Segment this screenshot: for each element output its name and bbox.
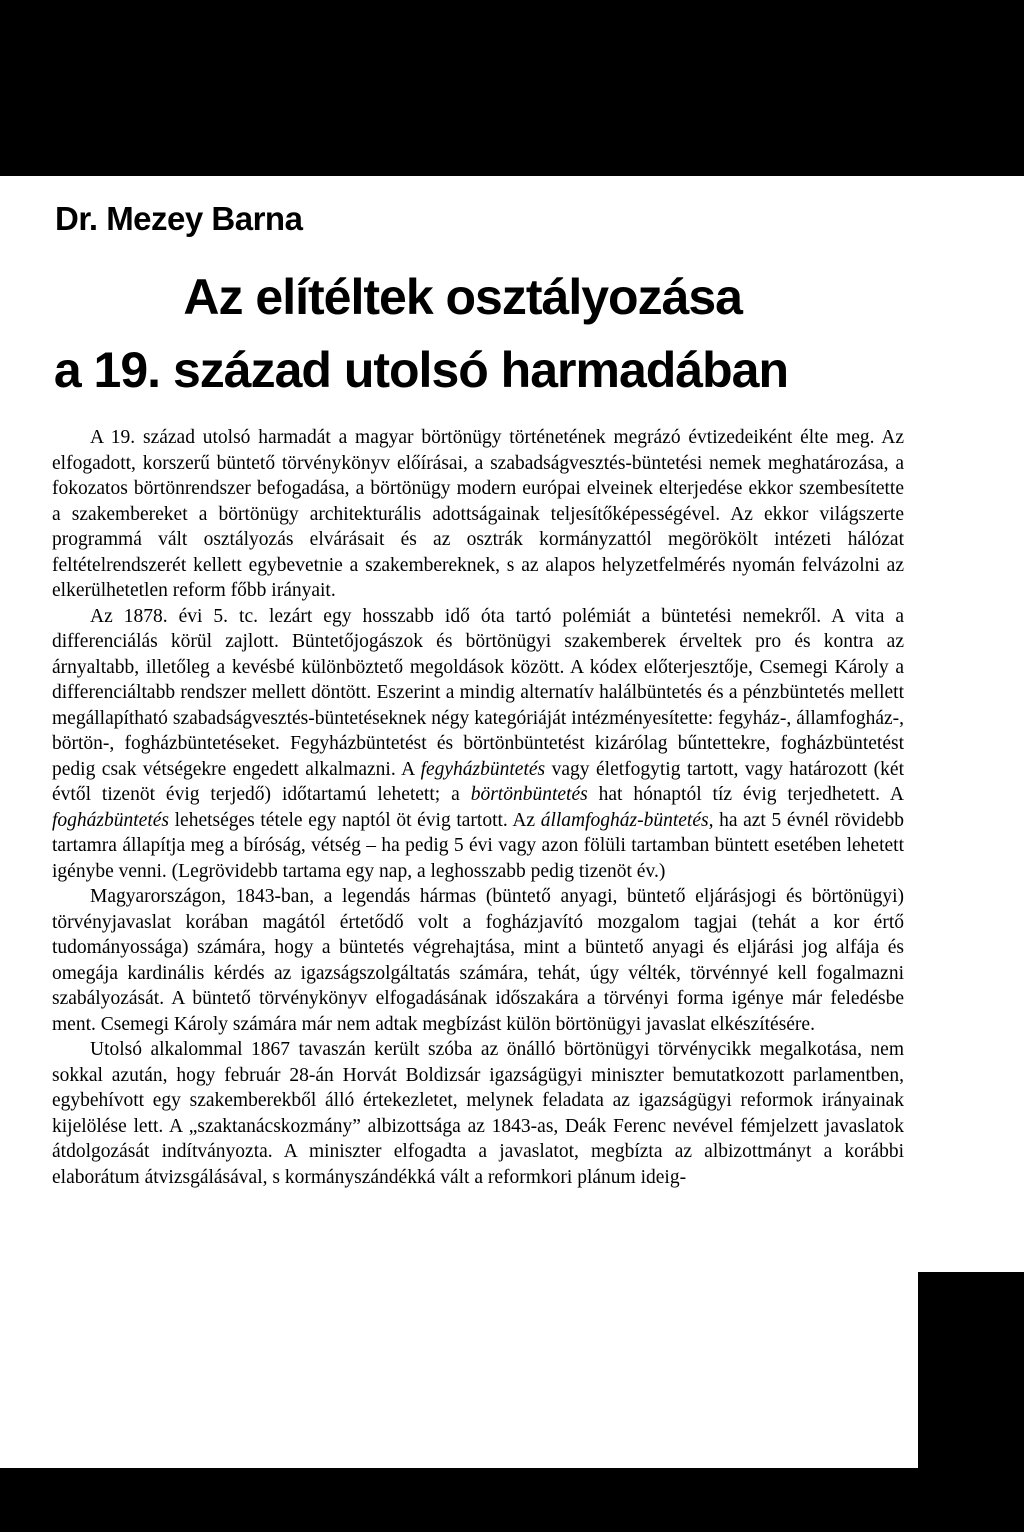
article-title-line-1: Az elítéltek osztályozása [183, 269, 742, 325]
article-body [52, 425, 904, 1190]
paragraph-4: Utolsó alkalommal 1867 tavaszán került szóba az önálló börtönügyi törvénycikk megalkotása, nem sokkal azután, hogy február 28-án Horvát Boldizsár igazságügyi miniszter bemutatkozott parlamentben, egybehívott egy szakemberekből álló értekezletet, melynek feladata az igazságügyi reformok irányainak kijelölése lett. A „szaktanácskozmány” albizottsága az 1843-as, Deák Ferenc nevével fémjelzett javaslatok átdolgozását indítványozta. A miniszter elfogadta a javaslatot, megbízta az albizottmányt a korábbi elaborátum átvizsgálásával, s kormányszándékká vált a reformkori plánum ideig- [52, 1039, 904, 1188]
emphasis-fegyhaz: fegyházbüntetés [420, 758, 546, 780]
paragraph-2-text-a: Az 1878. évi 5. tc. lezárt egy hosszabb idő óta tartó polémiát a büntetési nemekről. A vita a differenciálás körül zajlott. Büntetőjogászok és börtönügyi szakemberek érveltek pro és kontra az árnyaltabb, illetőleg a kevésbé különböztető megoldások között. A kódex előterjesztője, Csemegi Károly a differenciáltabb rendszer mellett döntött. Eszerint a mindig alternatív halálbüntetés és a pénzbüntetés mellett megállapítható szabadságvesztés-büntetéseknek négy kategóriáját intézményesítette: fegyház-, államfogház-, börtön-, fogházbüntetéseket. Fegyházbüntetést és börtönbüntetést kizárólag bűntettekre, fogházbüntetést pedig csak vétségekre engedett alkalmazni. A [52, 605, 904, 780]
header-rule [52, 176, 876, 178]
paragraph-2-text-c: hat hónaptól tíz évig terjedhetett. A [587, 784, 904, 805]
paragraph-2 [52, 604, 904, 885]
paragraph-1: A 19. század utolsó harmadát a magyar börtönügy történetének megrázó évtizedeiként élte meg. Az elfogadott, korszerű büntető törvénykönyv előírásai, a szabadságvesztés-büntetési nemek meghatározása, a fokozatos börtönrendszer befogadása, a börtönügy modern európai elveinek elterjedése ekkor szembesítette a szakembereket a börtönügy architekturális adottságainak teljesítőképességével. Az ekkor világszerte programmá vált osztályozás elvárásait és az osztrák kormányzattól megörökölt intézeti hálózat feltételrendszerét kellett egybevetnie a szakembereknek, s az alapos helyzetfelmérés nyomán felvázolni az elkerülhetetlen reform főbb irányait. [52, 427, 904, 601]
top-dark-margin [0, 0, 1024, 176]
article-title-line-2: a 19. század utolsó harmadában [53, 342, 788, 398]
emphasis-borton: börtönbüntetés [470, 784, 588, 805]
author-name: Dr. Mezey Barna [55, 200, 303, 237]
paragraph-3: Magyarországon, 1843-ban, a legendás hármas (büntető anyagi, büntető eljárásjogi és börtönügyi) törvényjavaslat korában magától értetődő volt a fogházjavító mozgalom tagjai (tehát a kor értő tudományossága) számára, hogy a büntetés végrehajtása, mint a büntető anyagi és eljárási jog alfája és omegája kardinális kérdés az igazságszolgáltatás számára, tehát, úgy vélték, törvénnyé kell fogalmazni szabályozását. A büntető törvénykönyv elfogadásának időszakára a törvényi forma igénye már feledésbe ment. Csemegi Károly számára már nem adtak megbízást külön börtönügyi javaslat elkészítésére. [52, 886, 904, 1035]
bottom-dark-margin [0, 1468, 1024, 1532]
paragraph-2-text-e: ha azt 5 évnél rövidebb tartamra állapítja meg a bíróság, vétség – ha pedig 5 évi vagy azon fölüli tartamban büntett esetében lehetett igénybe venni. (Legrövidebb tartama egy nap, a leghosszabb pedig tizenöt év.) [52, 809, 904, 882]
emphasis-allamfoghaz: államfogház-büntetés, [540, 809, 714, 831]
paragraph-2-text-d: lehetséges tétele egy naptól öt évig tartott. Az [169, 809, 541, 831]
emphasis-foghaz: fogházbüntetés [52, 809, 169, 831]
paragraph-2-text-b: vagy életfogytig tartott, vagy határozott (két évtől tizenöt évig terjedő) időtartamú lehetett; a [52, 758, 904, 805]
right-dark-margin [918, 1270, 1024, 1468]
